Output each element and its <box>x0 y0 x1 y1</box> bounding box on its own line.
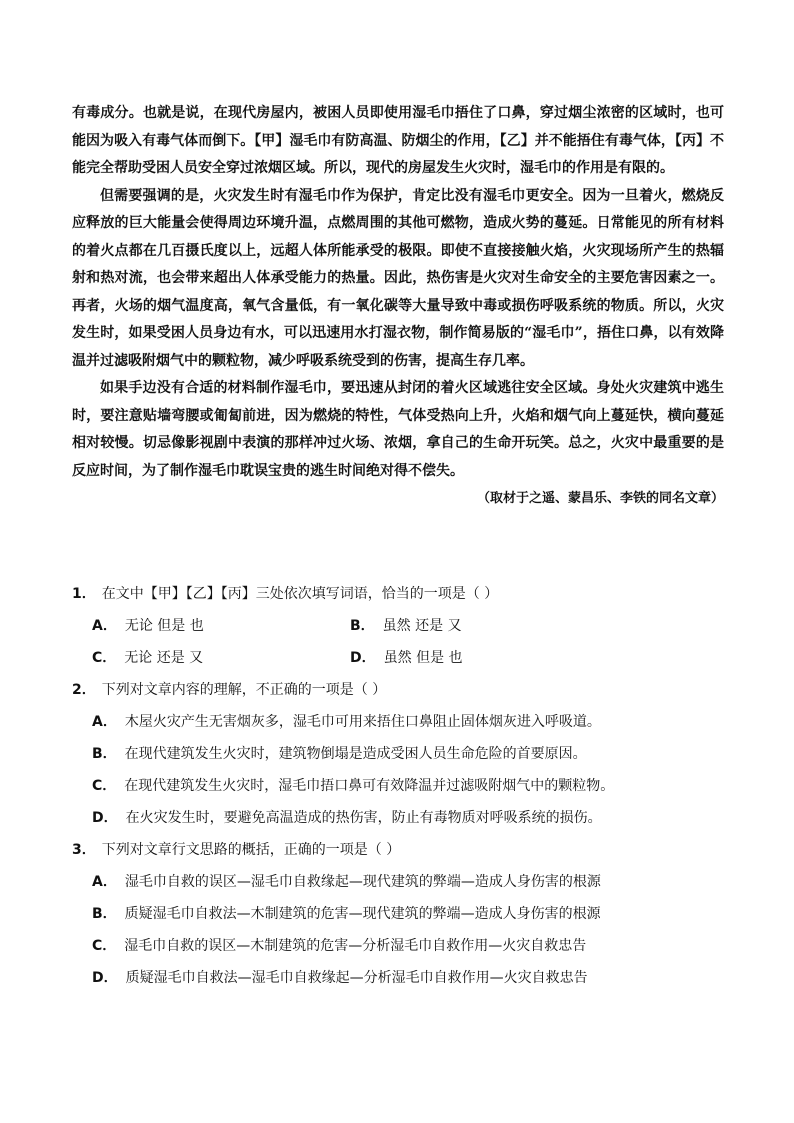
option-text: 湿毛巾自救的误区—湿毛巾自救缘起—现代建筑的弊端—造成人身伤害的根源 <box>124 874 601 890</box>
question-stem <box>72 578 724 610</box>
option-letter: A． <box>92 618 117 634</box>
option-c[interactable] <box>72 770 724 802</box>
question-number: 3． <box>72 842 96 858</box>
question-text: 下列对文章内容的理解，不正确的一项是（ ） <box>101 682 387 698</box>
option-text: 在现代建筑发生火灾时，建筑物倒塌是造成受困人员生命危险的首要原因。 <box>124 746 587 762</box>
reading-passage <box>72 100 724 512</box>
option-d[interactable] <box>72 802 724 834</box>
question-3 <box>72 834 724 994</box>
option-b[interactable] <box>72 898 724 930</box>
document-page <box>72 0 724 1123</box>
option-text: 湿毛巾自救的误区—木制建筑的危害—分析湿毛巾自救作用—火灾自救忠告 <box>124 938 587 954</box>
option-text: 在现代建筑发生火灾时，湿毛巾捂口鼻可有效降温并过滤吸附烟气中的颗粒物。 <box>124 778 615 794</box>
option-row <box>72 610 724 642</box>
option-text: 无论 还是 又 <box>124 650 204 666</box>
question-number: 1． <box>72 586 96 602</box>
option-b[interactable] <box>72 738 724 770</box>
option-c[interactable] <box>92 648 350 668</box>
question-text: 下列对文章行文思路的概括，正确的一项是（ ） <box>101 842 401 858</box>
question-list <box>72 578 724 994</box>
option-text: 木屋火灾产生无害烟灰多，湿毛巾可用来捂住口鼻阻止固体烟灰进入呼吸道。 <box>124 714 601 730</box>
option-row <box>72 642 724 674</box>
option-c[interactable] <box>72 930 724 962</box>
option-letter: D． <box>92 970 118 986</box>
option-a[interactable] <box>72 706 724 738</box>
option-text: 无论 但是 也 <box>124 618 204 634</box>
question-2 <box>72 674 724 834</box>
passage-paragraph-3: 如果手边没有合适的材料制作湿毛巾，要迅速从封闭的着火区域逃往安全区域。身处火灾建筑中逃生时，要注意贴墙弯腰或匍匐前进，因为燃烧的特性，气体受热向上升，火焰和烟气向上蔓延快，横向蔓延相对较慢。切忌像影视剧中表演的那样冲过火场、浓烟，拿自己的生命开玩笑。总之，火灾中最重要的是反应时间，为了制作湿毛巾耽误宝贵的逃生时间绝对得不偿失。 <box>72 380 724 479</box>
question-stem <box>72 674 724 706</box>
option-a[interactable] <box>92 616 350 636</box>
question-stem <box>72 834 724 866</box>
option-a[interactable] <box>72 866 724 898</box>
passage-source: （取材于之遥、蒙昌乐、李铁的同名文章） <box>476 491 724 506</box>
option-text: 虽然 但是 也 <box>383 650 463 666</box>
option-text: 质疑湿毛巾自救法—木制建筑的危害—现代建筑的弊端—造成人身伤害的根源 <box>124 906 601 922</box>
option-letter: D． <box>92 810 118 826</box>
option-letter: A． <box>92 714 117 730</box>
question-text: 在文中【甲】【乙】【丙】三处依次填写词语，恰当的一项是（ ） <box>101 586 499 602</box>
option-letter: C． <box>92 938 117 954</box>
option-letter: A． <box>92 874 117 890</box>
option-letter: B． <box>350 618 375 634</box>
option-letter: D． <box>350 650 376 666</box>
passage-paragraph-1: 有毒成分。也就是说，在现代房屋内，被困人员即使用湿毛巾捂住了口鼻，穿过烟尘浓密的区域时，也可能因为吸入有毒气体而倒下。【甲】湿毛巾有防高温、防烟尘的作用，【乙】并不能捂住有毒气体，【丙】不能完全帮助受困人员安全穿过浓烟区域。所以，现代的房屋发生火灾时，湿毛巾的作用是有限的。 <box>72 105 724 176</box>
passage-paragraph-2: 但需要强调的是，火灾发生时有湿毛巾作为保护，肯定比没有湿毛巾更安全。因为一旦着火，燃烧反应释放的巨大能量会使得周边环境升温，点燃周围的其他可燃物，造成火势的蔓延。日常能见的所有材料的着火点都在几百摄氏度以上，远超人体所能承受的极限。即使不直接接触火焰，火灾现场所产生的热辐射和热对流，也会带来超出人体承受能力的热量。因此，热伤害是火灾对生命安全的主要危害因素之一。再者，火场的烟气温度高，氧气含量低，有一氧化碳等大量导致中毒或损伤呼吸系统的物质。所以，火灾发生时，如果受困人员身边有水，可以迅速用水打湿衣物，制作简易版的“湿毛巾”，捂住口鼻，以有效降温并过滤吸附烟气中的颗粒物，减少呼吸系统受到的伤害，提高生存几率。 <box>72 187 724 369</box>
option-b[interactable] <box>350 616 608 636</box>
option-text: 质疑湿毛巾自救法—湿毛巾自救缘起—分析湿毛巾自救作用—火灾自救忠告 <box>125 970 588 986</box>
question-number: 2． <box>72 682 96 698</box>
option-d[interactable] <box>72 962 724 994</box>
option-letter: C． <box>92 650 117 666</box>
question-1 <box>72 578 724 674</box>
option-text: 虽然 还是 又 <box>382 618 462 634</box>
option-letter: B． <box>92 746 117 762</box>
option-d[interactable] <box>350 648 608 668</box>
option-text: 在火灾发生时，要避免高温造成的热伤害，防止有毒物质对呼吸系统的损伤。 <box>125 810 602 826</box>
option-letter: B． <box>92 906 117 922</box>
option-letter: C． <box>92 778 117 794</box>
